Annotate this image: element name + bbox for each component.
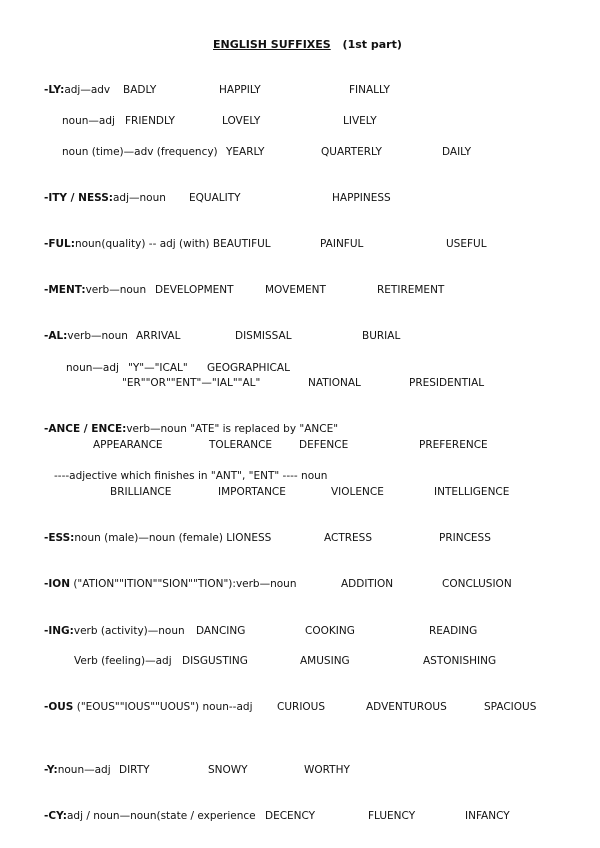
example-word: LOVELY (222, 115, 261, 127)
ing-row-1 (44, 625, 185, 638)
example-word: ASTONISHING (423, 655, 497, 667)
example-word: GEOGRAPHICAL (207, 362, 290, 374)
example-word: DEFENCE (299, 439, 349, 451)
rule-desc: adj / noun—noun(state / experience (66, 810, 256, 822)
example-word: VIOLENCE (331, 486, 384, 498)
example-word: BURIAL (362, 330, 401, 342)
rule-desc: ----adjective which finishes in "ANT", "ENT" ---- noun (54, 470, 328, 482)
suffix-label: -ITY / NESS: (44, 192, 113, 204)
suffix-label: -CY: (44, 810, 67, 822)
example-word: DISGUSTING (182, 655, 248, 667)
suffix-label: -FUL: (44, 238, 75, 250)
example-word: RETIREMENT (377, 284, 445, 296)
example-word: HAPPINESS (332, 192, 391, 204)
ion-row (44, 578, 296, 591)
rule-pattern: "Y"—"ICAL" (128, 362, 188, 374)
example-word: PREFERENCE (419, 439, 488, 451)
example-word: ACTRESS (324, 532, 373, 544)
rule-pattern: ("EOUS""IOUS""UOUS") (76, 701, 200, 713)
example-word: PAINFUL (320, 238, 364, 250)
suffix-label: -AL: (44, 330, 68, 342)
example-word: ARRIVAL (136, 330, 181, 342)
example-word: FLUENCY (368, 810, 416, 822)
y-row (44, 764, 111, 777)
example-word: CONCLUSION (442, 578, 512, 590)
example-word: NATIONAL (308, 377, 361, 389)
suffix-label: -OUS (44, 701, 74, 713)
example-word: DAILY (442, 146, 472, 158)
ance-row-1 (44, 423, 338, 436)
rule-pattern: ("ATION""ITION""SION""TION"): (73, 578, 236, 590)
rule-desc: verb—noun (67, 330, 128, 342)
example-word: COOKING (305, 625, 355, 637)
title-part: (1st part) (342, 38, 402, 51)
example-word: SPACIOUS (484, 701, 537, 713)
example-word: APPEARANCE (93, 439, 163, 451)
ity-row (44, 192, 166, 205)
rule-desc: verb—noun (85, 284, 147, 296)
example-word: DIRTY (119, 764, 150, 776)
ly-row-1 (44, 84, 110, 97)
cy-row (44, 810, 256, 823)
example-word: AMUSING (300, 655, 350, 667)
example-word: IMPORTANCE (218, 486, 286, 498)
rule-desc: adj—noun (113, 192, 166, 204)
example-word: ADVENTUROUS (366, 701, 447, 713)
example-word: DEVELOPMENT (155, 284, 234, 296)
suffix-label: -ANCE / ENCE: (44, 423, 127, 435)
suffix-label: -ESS: (44, 532, 75, 544)
example-word: BRILLIANCE (110, 486, 172, 498)
rule-desc: adj—adv (64, 84, 111, 96)
rule-desc: verb (activity)—noun (73, 625, 185, 637)
ment-row (44, 284, 146, 297)
suffix-label: -LY: (44, 84, 65, 96)
example-word: DANCING (196, 625, 246, 637)
rule-desc: verb—noun (235, 578, 297, 590)
rule-desc: noun(quality) -- adj (with) BEAUTIFUL (74, 238, 271, 250)
example-word: FRIENDLY (125, 115, 175, 127)
rule-desc: Verb (feeling)—adj (74, 655, 172, 667)
example-word: BADLY (123, 84, 157, 96)
rule-desc: noun--adj (202, 701, 253, 713)
rule-desc: verb—noun "ATE" is replaced by "ANCE" (126, 423, 339, 435)
example-word: INTELLIGENCE (434, 486, 510, 498)
suffix-label: -ING: (44, 625, 74, 637)
example-word: INFANCY (465, 810, 510, 822)
example-word: DECENCY (265, 810, 316, 822)
example-word: MOVEMENT (265, 284, 326, 296)
example-word: FINALLY (349, 84, 390, 96)
example-word: USEFUL (446, 238, 487, 250)
example-word: ADDITION (341, 578, 394, 590)
example-word: CURIOUS (277, 701, 326, 713)
page-title (213, 38, 402, 51)
rule-pattern: "ER""OR""ENT"—"IAL""AL" (122, 377, 261, 389)
ous-row (44, 701, 252, 714)
example-word: TOLERANCE (209, 439, 273, 451)
suffix-label: -Y: (44, 764, 58, 776)
ess-row (44, 532, 271, 545)
example-word: PRESIDENTIAL (409, 377, 485, 389)
suffix-label: -MENT: (44, 284, 86, 296)
al-row-1 (44, 330, 128, 343)
example-word: WORTHY (304, 764, 350, 776)
rule-desc: noun (time)—adv (frequency) (62, 146, 218, 158)
ful-row (44, 238, 271, 251)
rule-desc: noun (male)—noun (female) LIONESS (74, 532, 272, 544)
example-word: EQUALITY (189, 192, 241, 204)
rule-desc: noun—adj (66, 362, 119, 374)
rule-desc: noun—adj (57, 764, 111, 776)
title-main: ENGLISH SUFFIXES (213, 38, 331, 51)
suffix-label: -ION (44, 578, 70, 590)
example-word: SNOWY (208, 764, 248, 776)
example-word: HAPPILY (219, 84, 261, 96)
example-word: YEARLY (226, 146, 265, 158)
example-word: READING (429, 625, 478, 637)
example-word: DISMISSAL (235, 330, 292, 342)
example-word: PRINCESS (439, 532, 491, 544)
rule-desc: noun—adj (62, 115, 115, 127)
example-word: LIVELY (343, 115, 377, 127)
example-word: QUARTERLY (321, 146, 382, 158)
